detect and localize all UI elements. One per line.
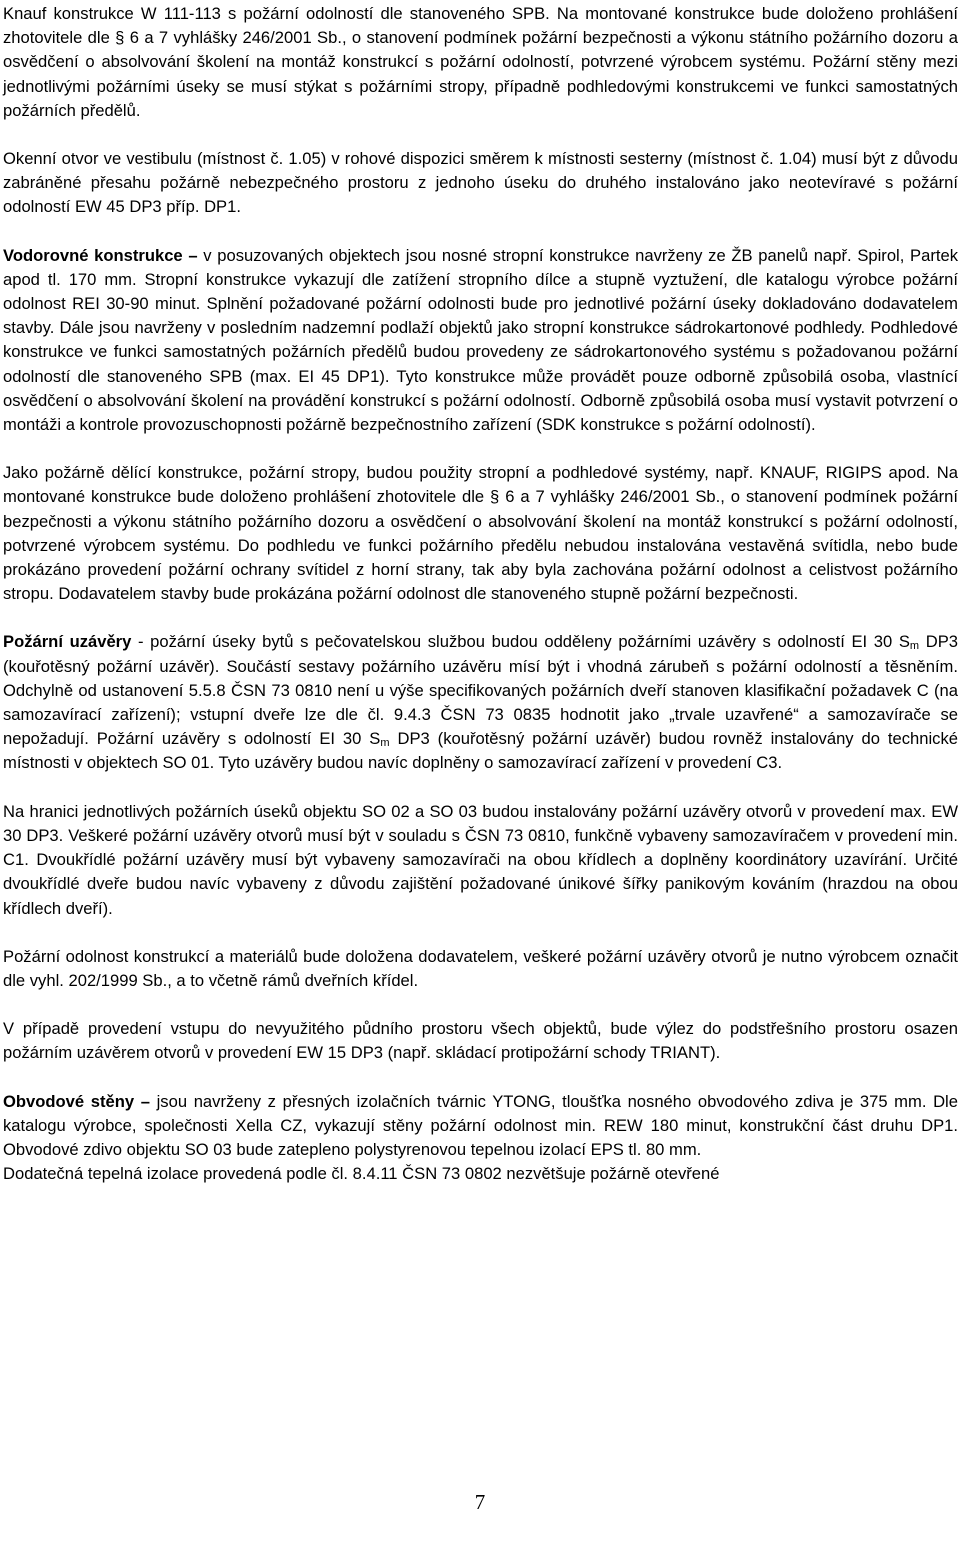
paragraph-pozarni-uzavery	[3, 630, 958, 775]
heading-pozarni-uzavery: Požární uzávěry	[3, 632, 132, 652]
subscript-m: m	[909, 640, 920, 653]
paragraph-vodorovne-konstrukce	[3, 244, 958, 438]
paragraph-5-text-a: - požární úseky bytů s pečovatelskou službou budou odděleny požárními uzávěry s odolností EI 30 S	[131, 632, 910, 652]
dash: –	[182, 245, 204, 265]
paragraph-10	[3, 1162, 958, 1186]
paragraph-8	[3, 1017, 958, 1065]
paragraph-8-text: V případě provedení vstupu do nevyužitého půdního prostoru všech objektů, bude výlez do podstřešního prostoru osazen požárním uzávěrem otvorů v provedení EW 15 DP3 (např. skládací protipožární schody TRIANT).	[3, 1019, 958, 1063]
paragraph-1-text: Knauf konstrukce W 111-113 s požární odolností dle stanoveného SPB. Na montované konstrukce bude doloženo prohlášení zhotovitele dle § 6 a 7 vyhlášky 246/2001 Sb., o stanovení podmínek požární bezpečnosti a výkonu státního požárního dozoru a osvědčení o absolvování školení na montáž konstrukcí s požární odolností, potvrzené výrobcem systému. Požární stěny mezi jednotlivými požárními úseky se musí stýkat s požárními stropy, případně podhledovými konstrukcemi ve funkci samostatných požárních předělů.	[3, 4, 958, 120]
paragraph-2	[3, 147, 958, 220]
paragraph-6-text: Na hranici jednotlivých požárních úseků objektu SO 02 a SO 03 budou instalovány požární uzávěry otvorů v provedení max. EW 30 DP3. Veškeré požární uzávěry otvorů musí být v souladu s ČSN 73 0810, funkčně vybaveny samozavíračem v provedení min. C1. Dvoukřídlé požární uzávěry musí být vybaveny samozavírači na obou křídlech a doplněny koordinátory uzavírání. Určité dvoukřídlé dveře budou navíc vybaveny z důvodu zajištění požadované únikové šířky panikovým kováním (hrazdou na obou křídlech dveří).	[3, 801, 958, 918]
paragraph-5-text-c: DP3 (kouřotěsný požární uzávěr) budou rovněž instalovány do technické místnosti v objektech SO 01. Tyto uzávěry budou navíc doplněny o samozavírací zařízení v provedení C3.	[3, 729, 958, 773]
paragraph-3-text: v posuzovaných objektech jsou nosné stropní konstrukce navrženy ze ŽB panelů např. Spirol, Partek apod tl. 170 mm. Stropní konstrukce vykazují dle zatížení stropního dílce a stupně vyztužení, dle katalogu výrobce požární odolnost REI 30-90 minut. Splnění požadované požární odolnosti bude pro jednotlivé požární úseky dokladováno dodavatelem stavby. Dále jsou navrženy v posledním nadzemní podlaží objektů jako stropní konstrukce sádrokartonové podhledy. Podhledové konstrukce ve funkci samostatných požárních předělů budou provedeny ze sádrokartonového systému s požadovanou požární odolností dle stanoveného SPB (max. EI 45 DP1). Tyto konstrukce může provádět pouze odborně způsobilá osoba, vlastnící osvědčení o absolvování školení na provádění konstrukcí s požární odolností. Odborně způsobilá osoba musí vystavit potvrzení o montáži a kontrole provozuschopnosti požárně bezpečnostního zařízení (SDK konstrukce s požární odolností).	[3, 245, 958, 435]
subscript-m: m	[380, 737, 390, 750]
paragraph-4-text: Jako požárně dělící konstrukce, požární stropy, budou použity stropní a podhledové systémy, např. KNAUF, RIGIPS apod. Na montované konstrukce bude doloženo prohlášení zhotovitele dle § 6 a 7 vyhlášky 246/2001 Sb., o stanovení podmínek požární bezpečnosti a výkonu státního požárního dozoru a osvědčení o absolvování školení na montáž konstrukcí s požární odolností, potvrzené výrobcem systému. Do podhledu ve funkci požárního předělu nebudou instalována vestavěná svítidla, nebo bude prokázáno provedení požární ochrany svítidel z horní strany, tak aby byla zachována požární odolnost a celistvost požárního stropu. Dodavatelem stavby bude prokázána požární odolnost dle stanoveného stupně požární bezpečnosti.	[3, 463, 958, 604]
page-number: 7	[474, 1490, 486, 1514]
paragraph-4	[3, 461, 958, 606]
dash: –	[134, 1091, 157, 1111]
paragraph-2-text: Okenní otvor ve vestibulu (místnost č. 1.05) v rohové dispozici směrem k místnosti sesterny (místnost č. 1.04) musí být z důvodu zabráněné přesahu požárně nebezpečného prostoru z jednoho úseku do druhého instalováno jako neotevíravé s požární odolností EW 45 DP3 příp. DP1.	[3, 149, 958, 217]
paragraph-7-text: Požární odolnost konstrukcí a materiálů bude doložena dodavatelem, veškeré požární uzávěry otvorů je nutno výrobcem označit dle vyhl. 202/1999 Sb., a to včetně rámů dveřních křídel.	[3, 946, 958, 990]
heading-obvodove-steny: Obvodové stěny	[3, 1091, 135, 1111]
paragraph-6	[3, 800, 958, 921]
paragraph-9-text: jsou navrženy z přesných izolačních tvárnic YTONG, tloušťka nosného obvodového zdiva je 375 mm. Dle katalogu výrobce, společnosti Xella CZ, vykazují stěny požární odolnost min. REW 180 minut, konstrukční část druhu DP1. Obvodové zdivo objektu SO 03 bude zatepleno polystyrenovou tepelnou izolací EPS tl. 80 mm.	[3, 1091, 958, 1159]
paragraph-1	[3, 2, 958, 123]
paragraph-7	[3, 945, 958, 993]
heading-vodorovne-konstrukce: Vodorovné konstrukce	[3, 245, 183, 265]
paragraph-5-text-b: DP3 (kouřotěsný požární uzávěr). Součástí sestavy požárního uzávěru mísí být i vhodná zárubeň s požární odolností a těsněním. Odchylně od ustanovení 5.5.8 ČSN 73 0810 není u výše specifikovaných požárních dveří stanoven klasifikační požadavek C (na samozavírací zařízení); vstupní dveře lze dle čl. 9.4.3 ČSN 73 0835 hodnotit jako „trvale uzavřené“ a samozavírače se nepožadují. Požární uzávěry s odolností EI 30 S	[3, 632, 959, 749]
paragraph-10-text: Dodatečná tepelná izolace provedená podle čl. 8.4.11 ČSN 73 0802 nezvětšuje požárně otevřené	[3, 1164, 720, 1184]
document-body	[3, 2, 958, 1186]
paragraph-obvodove-steny	[3, 1090, 958, 1163]
